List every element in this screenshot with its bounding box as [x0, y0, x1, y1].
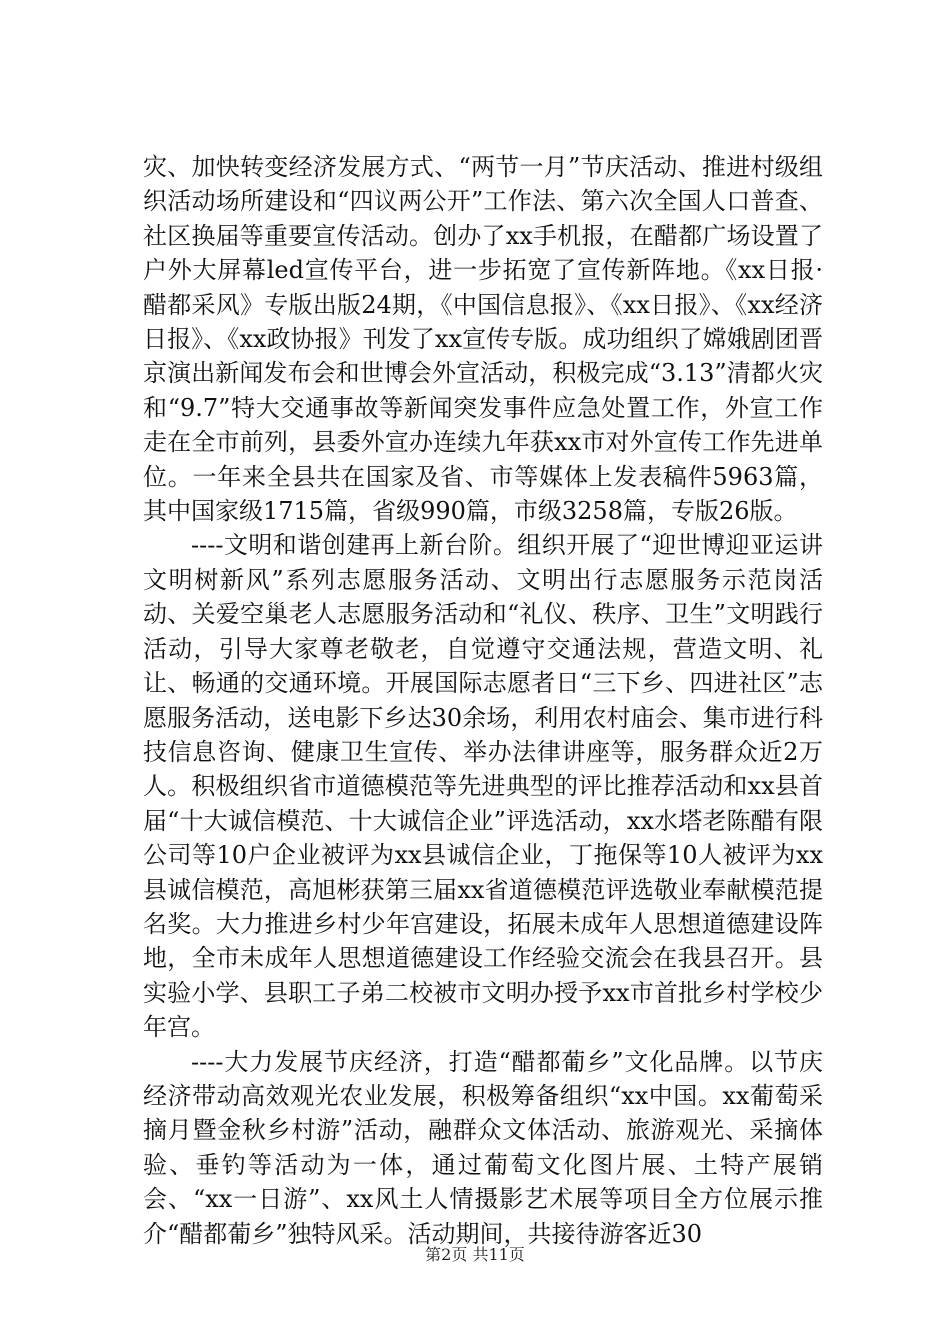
paragraph-publicity: 灾、加快转变经济发展方式、“两节一月”节庆活动、推进村级组织活动场所建设和“四议两公开”工作法、第六次全国人口普查、社区换届等重要宣传活动。创办了xx手机报，在醋都广场设置了户外大屏幕led宣传平台，进一步拓宽了宣传新阵地。《xx日报·醋都采风》专版出版24期，《中国信息报》、《xx日报》、《xx经济日报》、《xx政协报》刊发了xx宣传专版。成功组织了嫦娥剧团晋京演出新闻发布会和世博会外宣活动，积极完成“3.13”清都火灾和“9.7”特大交通事故等新闻突发事件应急处置工作，外宣工作走在全市前列，县委外宣办连续九年获xx市对外宣传工作先进单位。一年来全县共在国家及省、市等媒体上发表稿件5963篇，其中国家级1715篇，省级990篇，市级3258篇，专版26版。 — [143, 153, 823, 526]
document-body — [143, 150, 823, 1251]
paragraph-civilization: ----文明和谐创建再上新台阶。组织开展了“迎世博迎亚运讲文明树新风”系列志愿服务活动、文明出行志愿服务示范岗活动、关爱空巢老人志愿服务活动和“礼仪、秩序、卫生”文明践行活动，引导大家尊老敬老，自觉遵守交通法规，营造文明、礼让、畅通的交通环境。开展国际志愿者日“三下乡、四进社区”志愿服务活动，送电影下乡达30余场，利用农村庙会、集市进行科技信息咨询、健康卫生宣传、举办法律讲座等，服务群众近2万人。积极组织省市道德模范等先进典型的评比推荐活动和xx县首届“十大诚信模范、十大诚信企业”评选活动，xx水塔老陈醋有限公司等10户企业被评为xx县诚信企业，丁拖保等10人被评为xx县诚信模范，高旭彬获第三届xx省道德模范评选敬业奉献模范提名奖。大力推进乡村少年宫建设，拓展未成年人思想道德建设阵地，全市未成年人思想道德建设工作经验交流会在我县召开。县实验小学、县职工子弟二校被市文明办授予xx市首批乡村学校少年宫。 — [143, 531, 823, 1042]
page-number-footer: 第2页 共11页 — [425, 1245, 525, 1264]
paragraph-festival-economy: ----大力发展节庆经济，打造“醋都葡乡”文化品牌。以节庆经济带动高效观光农业发展，积极筹备组织“xx中国。xx葡萄采摘月暨金秋乡村游”活动，融群众文体活动、旅游观光、采摘体验、垂钓等活动为一体，通过葡萄文化图片展、土特产展销会、“xx一日游”、xx风土人情摄影艺术展等项目全方位展示推介“醋都葡乡”独特风采。活动期间，共接待游客近30 — [143, 1047, 823, 1248]
